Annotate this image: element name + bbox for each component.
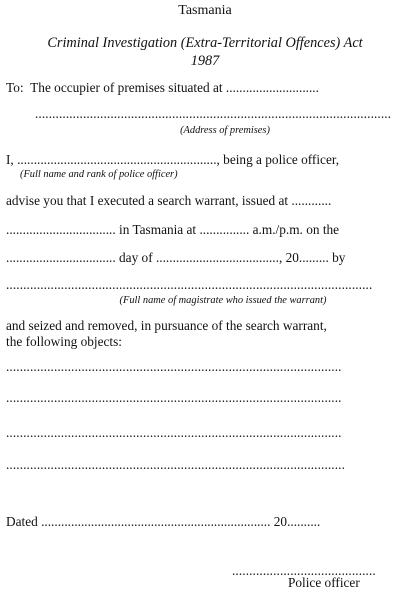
advise-line: advise you that I executed a search warrant, issued at ............: [6, 193, 332, 208]
jurisdiction-heading: Tasmania: [178, 3, 232, 18]
officer-note: (Full name and rank of police officer): [20, 169, 178, 180]
address-note: (Address of premises): [180, 125, 270, 136]
act-title-line2: 1987: [190, 53, 220, 69]
seized-line-2: the following objects:: [6, 334, 122, 349]
magistrate-note: (Full name of magistrate who issued the warrant): [119, 295, 327, 306]
signature-field: ..........................................: [232, 563, 376, 578]
objects-field-4: ...................................................................................................: [6, 457, 345, 472]
officer-line: I, ............................................................, being a police officer,: [6, 152, 340, 167]
objects-field-3: ..................................................................................................: [6, 425, 342, 440]
address-field: ........................................................................................................: [35, 106, 392, 121]
objects-field-1: ..................................................................................................: [6, 359, 342, 374]
day-line: ................................. day of ....................................., 20......... by: [6, 250, 346, 265]
tasmania-line: ................................. in Tasmania at ............... a.m./p.m. on the: [6, 222, 340, 237]
dated-line: Dated ..................................................................... 20..........: [6, 514, 321, 529]
act-title-line1: Criminal Investigation (Extra-Territorial Offences) Act: [47, 35, 363, 51]
to-occupier-line: To: The occupier of premises situated at ............................: [6, 80, 319, 95]
objects-field-2: ..................................................................................................: [6, 390, 342, 405]
magistrate-field: ...........................................................................................................: [6, 277, 373, 292]
signature-label: Police officer: [288, 575, 360, 590]
seized-line-1: and seized and removed, in pursuance of the search warrant,: [6, 318, 327, 333]
